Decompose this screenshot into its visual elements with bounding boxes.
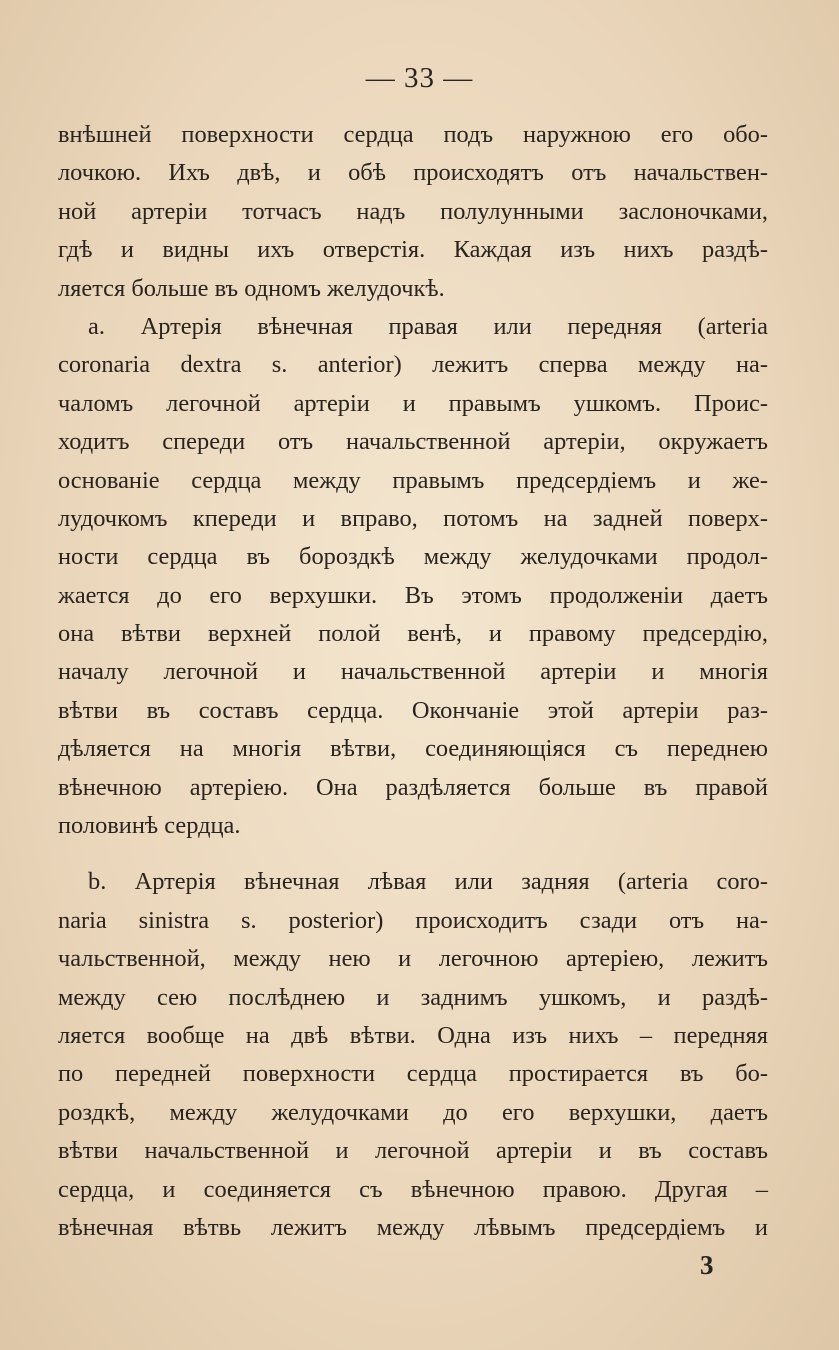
text-line: ной артеріи тотчасъ надъ полулунными заслоночками, xyxy=(58,197,768,225)
text-line: лочкою. Ихъ двѣ, и обѣ происходятъ отъ начальствен- xyxy=(58,159,768,187)
text-line: началу легочной и начальственной артеріи и многія xyxy=(58,658,768,686)
text-line: ности сердца въ бороздкѣ между желудочками продол- xyxy=(58,543,768,571)
text-line: между сею послѣднею и заднимъ ушкомъ, и раздѣ- xyxy=(58,983,768,1011)
text-line: лудочкомъ кпереди и вправо, потомъ на задней поверх- xyxy=(58,504,768,532)
text-line: гдѣ и видны ихъ отверстія. Каждая изъ нихъ раздѣ- xyxy=(58,236,768,264)
text-line: половинѣ сердца. xyxy=(58,812,241,840)
text-line: вѣнечная вѣтвь лежитъ между лѣвымъ предсердіемъ и xyxy=(58,1213,768,1241)
text-line: она вѣтви верхней полой венѣ, и правому предсердію, xyxy=(58,620,768,648)
text-line: роздкѣ, между желудочками до его верхушки, даетъ xyxy=(58,1098,768,1126)
text-line: вѣнечною артеріею. Она раздѣляется больше въ правой xyxy=(58,773,768,801)
text-line: ходитъ спереди отъ начальственной артеріи, окружаетъ xyxy=(58,428,768,456)
text-line: coronaria dextra s. anterior) лежитъ сперва между на- xyxy=(58,351,768,379)
text-line: вѣтви начальственной и легочной артеріи и въ составъ xyxy=(58,1137,768,1165)
text-line: naria sinistra s. posterior) происходитъ сзади отъ на- xyxy=(58,906,768,934)
text-line: дѣляется на многія вѣтви, соединяющіяся съ переднею xyxy=(58,735,768,763)
paragraph-a-heading-line: a. Артерія вѣнечная правая или передняя (arteria xyxy=(88,312,768,340)
text-line: вѣтви въ составъ сердца. Окончаніе этой артеріи раз- xyxy=(58,696,768,724)
text-line: чаломъ легочной артеріи и правымъ ушкомъ. Проис- xyxy=(58,389,768,417)
text-line: чальственной, между нею и легочною артеріею, лежитъ xyxy=(58,945,768,973)
text-line: ляется больше въ одномъ желудочкѣ. xyxy=(58,274,445,302)
page-number: — 33 — xyxy=(365,62,474,94)
body-text xyxy=(58,116,768,1247)
text-line: ляется вообще на двѣ вѣтви. Одна изъ нихъ – передняя xyxy=(58,1021,768,1049)
text-line: внѣшней поверхности сердца подъ наружною его обо- xyxy=(58,121,768,148)
text-line: сердца, и соединяется съ вѣнечною правою. Другая – xyxy=(58,1175,768,1203)
paragraph-b-heading-line: b. Артерія вѣнечная лѣвая или задняя (arteria coro- xyxy=(88,868,768,896)
text-line: жается до его верхушки. Въ этомъ продолженіи даетъ xyxy=(58,581,768,609)
signature-mark: 3 xyxy=(700,1250,714,1280)
text-line: по передней поверхности сердца простирается въ бо- xyxy=(58,1060,768,1088)
text-line: основаніе сердца между правымъ предсердіемъ и же- xyxy=(58,466,768,494)
